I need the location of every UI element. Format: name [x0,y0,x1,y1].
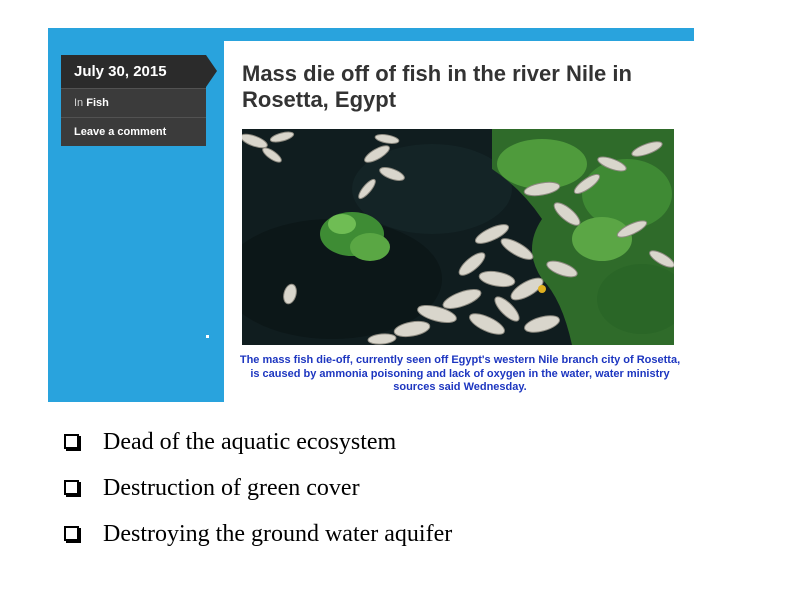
category-link[interactable]: Fish [86,97,109,109]
article-screenshot [48,28,694,402]
photo-caption: The mass fish die-off, currently seen off Egypt's western Nile branch city of Rosetta, is caused by ammonia poisoning and lack of oxygen in the water, water ministry sources said Wednesday. [239,354,681,393]
dead-fish-photo [242,129,674,345]
checkbox-square-icon [64,434,79,449]
bullet-text: Destruction of green cover [103,475,360,501]
bullet-item [64,422,764,468]
bullet-list [64,422,764,560]
decorative-dot [206,335,209,338]
post-meta-sidebar [61,55,206,146]
post-title[interactable]: Mass die off of fish in the river Nile in Rosetta, Egypt [242,61,632,112]
category-prefix: In [74,97,84,109]
bullet-item [64,468,764,514]
post-date[interactable]: July 30, 2015 [61,55,206,88]
bullet-text: Destroying the ground water aquifer [103,521,453,547]
category-link-row[interactable] [61,88,206,117]
bullet-text: Dead of the aquatic ecosystem [103,429,397,455]
dead-fish-photo-graphic [242,129,674,345]
leave-comment-link[interactable]: Leave a comment [61,117,206,146]
bullet-item [64,514,764,560]
post-content [224,41,694,402]
checkbox-square-icon [64,526,79,541]
checkbox-square-icon [64,480,79,495]
